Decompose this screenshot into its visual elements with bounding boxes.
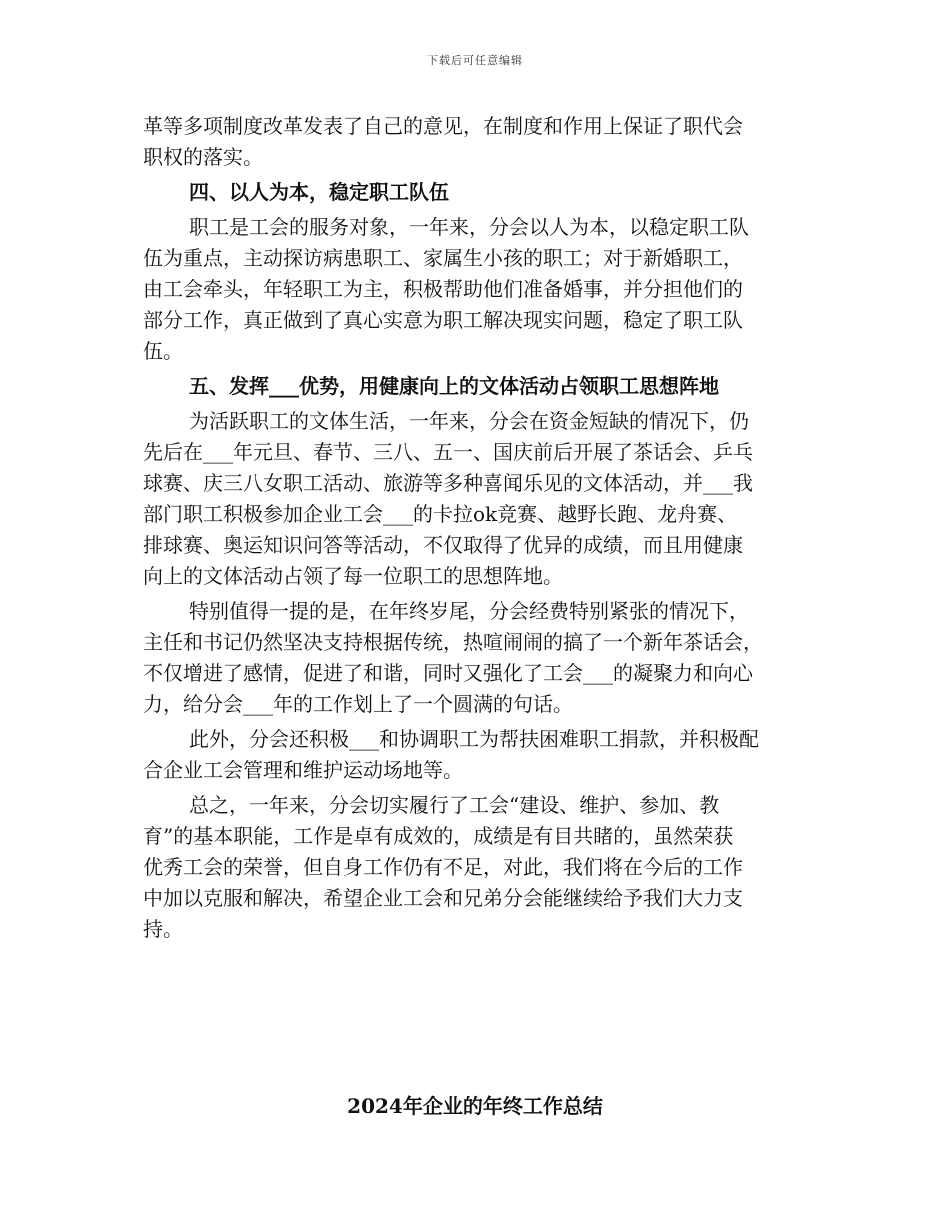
text-line: 职工是工会的服务对象，一年来，分会以人为本，以稳定职工队 [189,215,749,239]
section-heading-5: 五、发挥___优势，用健康向上的文体活动占领职工思想阵地 [189,374,719,398]
text-line: 伍。 [143,339,183,363]
text-line: 职权的落实。 [143,145,263,169]
text-line: 主任和书记仍然坚决支持根据传统，热喧闹闹的搞了一个新年茶话会， [143,630,763,654]
document-body [143,111,815,949]
paragraph-summary [143,790,815,945]
page-header-note: 下载后可任意编辑 [427,54,523,67]
paragraph-tea-party [143,596,815,720]
section-heading-4: 四、以人为本，稳定职工队伍 [189,180,449,204]
paragraph-staff [143,212,815,367]
text-line: 总之，一年来，分会切实履行了工会“建设、维护、参加、教 [189,793,720,817]
text-line: 部分工作，真正做到了真心实意为职工解决现实问题，稳定了职工队 [143,308,743,332]
text-line: 向上的文体活动占领了每一位职工的思想阵地。 [143,564,563,588]
text-line: 革等多项制度改革发表了自己的意见，在制度和作用上保证了职代会 [143,114,743,138]
text-line: 育”的基本职能，工作是卓有成效的，成绩是有目共睹的，虽然荣获 [143,824,734,848]
text-line: 不仅增进了感情，促进了和谐，同时又强化了工会___的凝聚力和向心 [143,661,753,685]
document-title: 2024年企业的年终工作总结 [347,1094,603,1118]
text-line: 由工会牵头，年轻职工为主，积极帮助他们准备婚事，并分担他们的 [143,277,743,301]
text-line: 力，给分会___年的工作划上了一个圆满的句话。 [143,692,573,716]
text-line: 为活跃职工的文体生活，一年来，分会在资金短缺的情况下，仍 [189,409,749,433]
text-line: 先后在___年元旦、春节、三八、五一、国庆前后开展了茶话会、乒乓 [143,440,753,464]
text-line: 此外，分会还积极___和协调职工为帮扶困难职工捐款，并积极配 [189,727,759,751]
text-line: 排球赛、奥运知识问答等活动，不仅取得了优异的成绩，而且用健康 [143,533,743,557]
text-line: 部门职工积极参加企业工会___的卡拉ok竞赛、越野长跑、龙舟赛、 [143,502,738,526]
text-line: 特别值得一提的是，在年终岁尾，分会经费特别紧张的情况下， [189,599,749,623]
text-line: 中加以克服和解决，希望企业工会和兄弟分会能继续给予我们大力支 [143,886,743,910]
text-line: 球赛、庆三八女职工活动、旅游等多种喜闻乐见的文体活动，并___我 [143,471,753,495]
text-line: 持。 [143,917,183,941]
text-line: 合企业工会管理和维护运动场地等。 [143,758,463,782]
text-line: 伍为重点，主动探访病患职工、家属生小孩的职工；对于新婚职工， [143,246,743,270]
paragraph-continuation [143,111,815,173]
paragraph-activities [143,406,815,592]
text-line: 优秀工会的荣誉，但自身工作仍有不足，对此，我们将在今后的工作 [143,855,743,879]
paragraph-donation [143,724,815,786]
